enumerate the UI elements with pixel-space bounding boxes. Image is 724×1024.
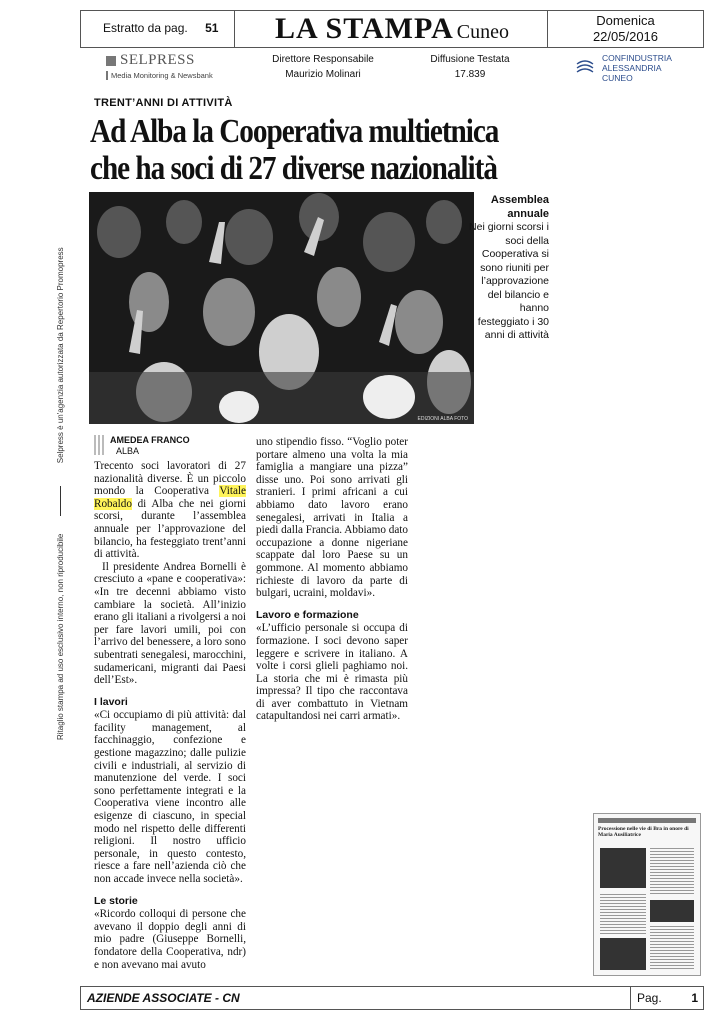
circulation-label: Diffusione Testata <box>430 54 510 65</box>
paragraph: «L’ufficio personale si occupa di formazione. I soci devono saper leggere e scrivere in italiano. A volte i corsi glieli paghiamo noi. La storia che mi è rimasta più impressa? Il tipo che raccontava di aver combattuto in Vietnam catapultandosi nei carri armati». <box>256 622 408 723</box>
subheading-lavori: I lavori <box>94 695 128 708</box>
director-name: Maurizio Molinari <box>285 69 361 80</box>
article-column-1 <box>94 460 246 971</box>
thumbnail-text-block <box>600 894 646 934</box>
article-photo <box>89 192 474 424</box>
confindustria-line-3: CUNEO <box>602 73 633 83</box>
article-kicker: TRENT’ANNI DI ATTIVITÀ <box>94 97 233 109</box>
footer-page-number: 1 <box>691 991 698 1005</box>
vertical-disclaimer <box>56 247 70 740</box>
paragraph: «Ricordo colloqui di persone che avevano il doppio degli anni di mio padre (Giuseppe Bornelli, fondatore della Cooperativa, ndr) e non avevano mai avuto <box>94 908 246 971</box>
confindustria-emblem-icon <box>574 56 596 78</box>
article-column-2 <box>256 436 408 723</box>
selpress-name: SELPRESS <box>120 52 195 68</box>
headline-line-1: Ad Alba la Cooperativa multietnica <box>90 113 499 150</box>
headline-line-2: che ha soci di 27 diverse nazionalità <box>90 150 497 187</box>
paragraph: «Ci occupiamo di più attività: dal facility management, al facchinaggio, confezione e gestione magazzino; dalle pulizie civili e industriali, al servizio di manutenzione del verde. I soci sono perfettamente integrati e la Cooperativa viene incontro alle esigenze di ciascuno, in special modo nel rispetto delle differenti religioni. Il nostro ufficio personale, in questo contesto, riesce a fare nell’azienda ciò che non accade invece nella società». <box>94 709 246 885</box>
caption-title: Assemblea annuale <box>490 194 549 220</box>
disclaimer-divider <box>60 486 61 516</box>
author-name: AMEDEA FRANCO <box>110 435 190 445</box>
author-location: ALBA <box>116 446 140 456</box>
circulation-value: 17.839 <box>454 69 486 80</box>
masthead-edition: Cuneo <box>456 21 509 43</box>
highlighted-name: Vitale Robaldo <box>94 485 246 510</box>
paragraph-text: Trecento soci lavoratori di 27 nazionalità diverse. È un piccolo mondo la Cooperativa <box>94 460 246 498</box>
paragraph <box>94 460 246 561</box>
selpress-square-icon <box>106 56 116 66</box>
masthead-title: LA STAMPA <box>275 12 454 45</box>
footer-page-label: Pag. <box>637 991 662 1005</box>
confindustria-logo <box>578 53 672 83</box>
thumbnail-image <box>600 848 646 888</box>
thumbnail-header-bar <box>598 818 696 823</box>
confindustria-line-1: CONFINDUSTRIA <box>602 53 672 63</box>
footer-section: AZIENDE ASSOCIATE - CN <box>87 991 240 1005</box>
subheading-lavoro-formazione: Lavoro e formazione <box>256 608 359 621</box>
publication-date: 22/05/2016 <box>592 29 659 44</box>
date-box <box>547 11 703 47</box>
extract-page-number: 51 <box>205 21 219 35</box>
crowd-photo-image <box>89 192 474 424</box>
article-headline <box>90 113 503 187</box>
extract-page-box <box>81 11 235 47</box>
thumbnail-text-block <box>650 926 694 970</box>
caption-text: Nei giorni scorsi i soci della Cooperativa si sono riuniti per l’approvazione del bilancio e hanno festeggiato i 30 anni di attività <box>469 221 549 341</box>
publication-day: Domenica <box>596 13 655 28</box>
clipping-header <box>80 10 704 48</box>
disclaimer-reproduction: Ritaglio stampa ad uso esclusivo interno, non riproducibile <box>56 533 65 740</box>
thumbnail-headline: Processione nelle vie di Bra in onore di Maria Ausiliatrice <box>598 826 689 838</box>
paragraph: Il presidente Andrea Bornelli è cresciuto a «pane e cooperativa»: «In tre decenni abbiamo visto cambiare la società. All’inizio erano gli italiani a rivolgersi a noi per fare lavori umili, poi con l’arrivo del benessere, a loro sono subentrati senegalesi, marocchini, sudamericani, migranti dai Paesi dell’Est». <box>94 560 246 687</box>
paragraph-text: di Alba che nei giorni scorsi, durante l’assemblea annuale per l’approvazione del bilancio, ha festeggiato trent’anni di attività. <box>94 497 246 561</box>
newspaper-masthead <box>235 11 549 47</box>
director-label: Direttore Responsabile <box>272 54 374 65</box>
circulation-block <box>420 52 520 82</box>
selpress-tagline: Media Monitoring & Newsbank <box>106 71 213 80</box>
thumbnail-image <box>600 938 646 970</box>
byline-mark-icon <box>94 435 106 455</box>
extract-label: Estratto da pag. <box>103 21 188 35</box>
photo-caption <box>469 194 549 343</box>
photo-credit: EDIZIONI ALBA FOTO <box>417 416 468 422</box>
paragraph: uno stipendio fisso. “Voglio poter portare almeno una volta la mia famiglia a mangiare una pizza” disse uno. Poi sono arrivati gli stranieri. I primi africani a cui abbiamo dato lavoro erano senegalesi, arrivati in Italia a piedi dalla Francia. Abbiamo dato occupazione a donne nigeriane scappate dal loro Paese su un gommone. Al momento abbiamo richieste di lavoro da parte di bulgari, ucraini, moldavi». <box>256 436 408 600</box>
thumbnail-image <box>650 900 694 922</box>
director-block <box>263 52 383 82</box>
clipping-footer <box>80 986 704 1010</box>
page-thumbnail <box>593 813 701 976</box>
article-byline <box>94 435 190 457</box>
disclaimer-agency: Selpress è un'agenzia autorizzata da Repertorio Promopress <box>56 247 65 464</box>
thumbnail-text-block <box>650 848 694 896</box>
confindustria-line-2: ALESSANDRIA <box>602 63 662 73</box>
selpress-logo <box>106 52 213 80</box>
subheading-storie: Le storie <box>94 894 138 907</box>
footer-page-box <box>630 987 704 1009</box>
